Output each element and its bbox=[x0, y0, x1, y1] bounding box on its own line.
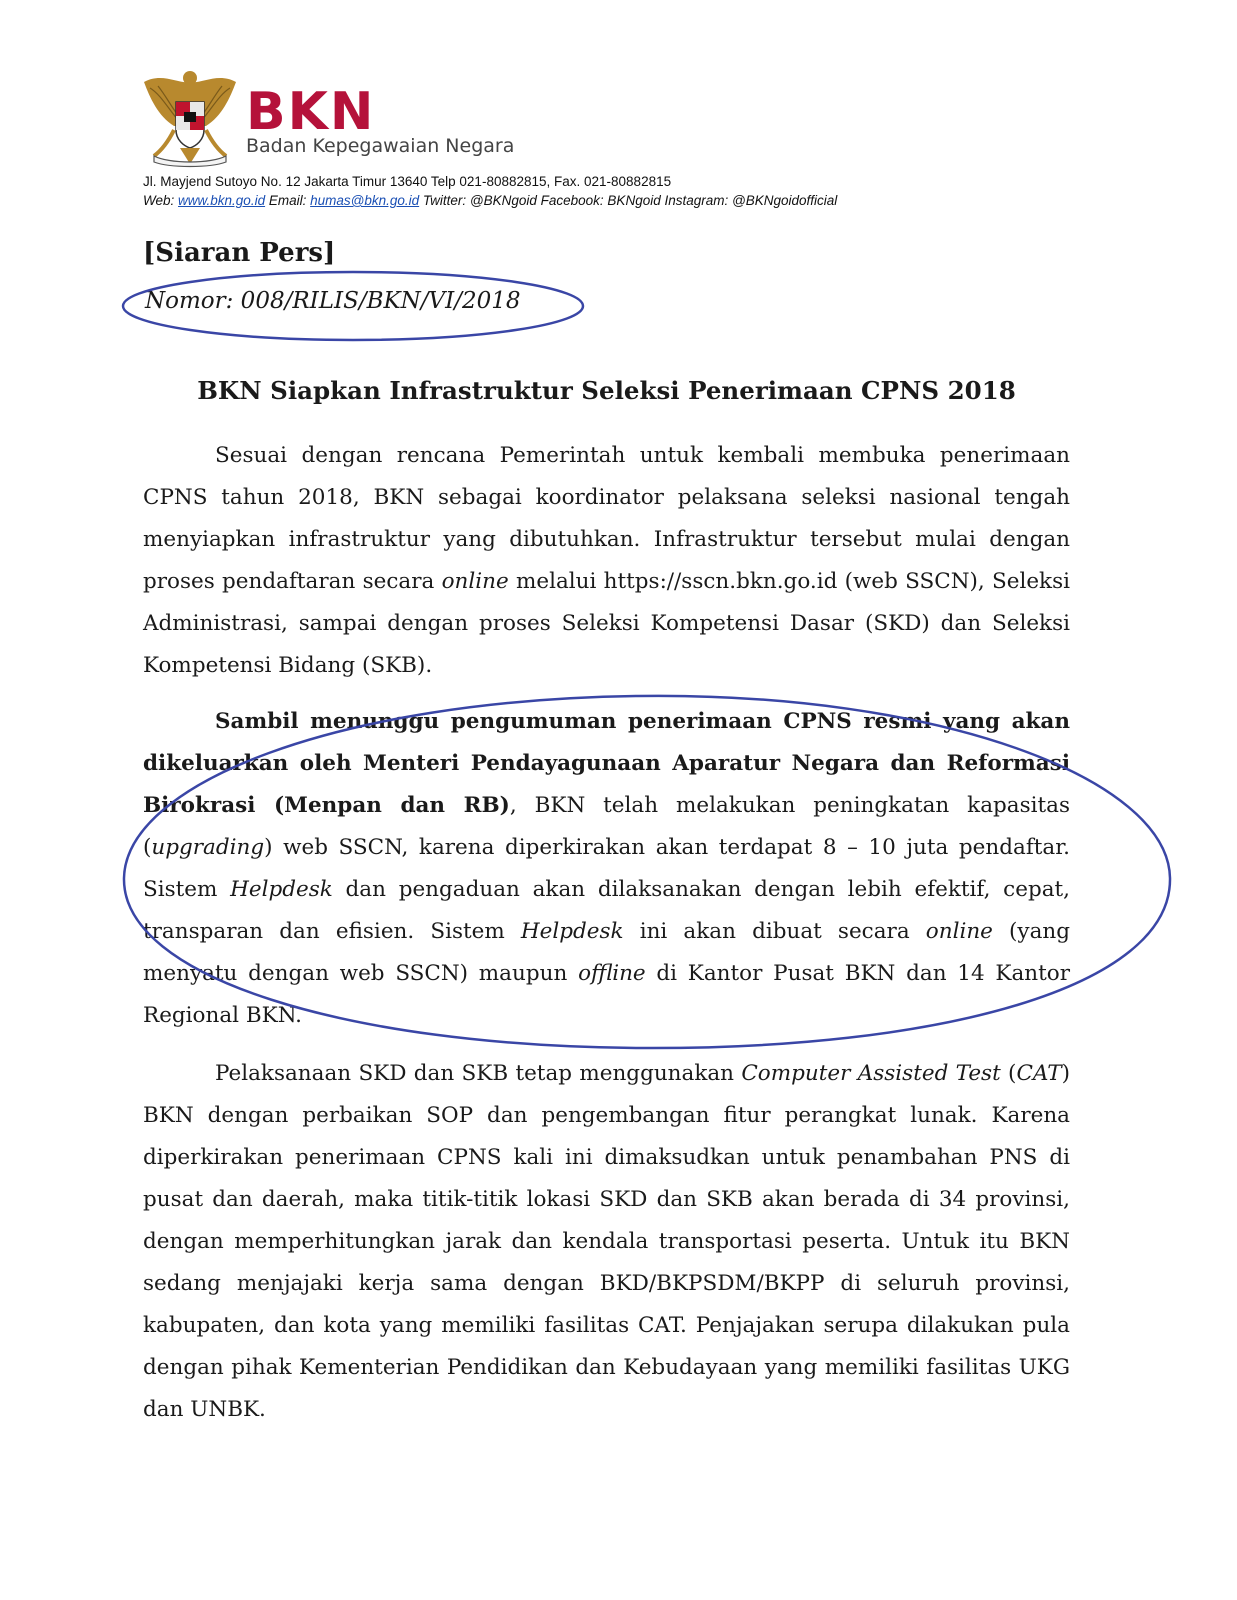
page-title: BKN Siapkan Infrastruktur Seleksi Penerimaan CPNS 2018 bbox=[197, 376, 1016, 405]
paragraph-1: Sesuai dengan rencana Pemerintah untuk kembali membuka penerimaan CPNS tahun 2018, BKN sebagai koordinator pelaksana seleksi nasional tengah menyiapkan infrastruktur yang dibutuhkan. Infrastruktur tersebut mulai dengan proses pendaftaran secara online melalui https://sscn.bkn.go.id (web SSCN), Seleksi Administrasi, sampai dengan proses Seleksi Kompetensi Dasar (SKD) dan Seleksi Kompetensi Bidang (SKB). bbox=[143, 443, 1070, 678]
web-link[interactable]: www.bkn.go.id bbox=[178, 193, 266, 208]
contact-line bbox=[143, 193, 837, 209]
email-label: Email: bbox=[268, 193, 307, 208]
social-handles: Twitter: @BKNgoid Facebook: BKNgoid Instagram: @BKNgoidofficial bbox=[422, 193, 838, 208]
release-type: [Siaran Pers] bbox=[143, 238, 336, 268]
paragraph-2: Sambil menunggu pengumuman penerimaan CPNS resmi yang akan dikeluarkan oleh Menteri Pendayagunaan Aparatur Negara dan Reformasi Birokrasi (Menpan dan RB), BKN telah melakukan peningkatan kapasitas (upgrading) web SSCN, karena diperkirakan akan terdapat 8 – 10 juta pendaftar. Sistem Helpdesk dan pengaduan akan dilaksanakan dengan lebih efektif, cepat, transparan dan efisien. Sistem Helpdesk ini akan dibuat secara online (yang menyatu dengan web SSCN) maupun offline di Kantor Pusat BKN dan 14 Kantor Regional BKN. bbox=[143, 709, 1071, 1028]
web-label: Web: bbox=[143, 193, 175, 208]
address-line: Jl. Mayjend Sutoyo No. 12 Jakarta Timur 13640 Telp 021-80882815, Fax. 021-80882815 bbox=[143, 174, 672, 189]
brand-logo-text: BKN bbox=[246, 82, 376, 142]
paragraph-3: Pelaksanaan SKD dan SKB tetap menggunakan Computer Assisted Test (CAT) BKN dengan perbaikan SOP dan pengembangan fitur perangkat lunak. Karena diperkirakan penerimaan CPNS kali ini dimaksudkan untuk penambahan PNS di pusat dan daerah, maka titik-titik lokasi SKD dan SKB akan berada di 34 provinsi, dengan memperhitungkan jarak dan kendala transportasi peserta. Untuk itu BKN sedang menjajaki kerja sama dengan BKD/BKPSDM/BKPP di seluruh provinsi, kabupaten, dan kota yang memiliki fasilitas CAT. Penjajakan serupa dilakukan pula dengan pihak Kementerian Pendidikan dan Kebudayaan yang memiliki fasilitas UKG dan UNBK. bbox=[143, 1061, 1070, 1422]
garuda-emblem-icon bbox=[140, 68, 240, 170]
release-number: Nomor: 008/RILIS/BKN/VI/2018 bbox=[145, 288, 521, 314]
agency-name: Badan Kepegawaian Negara bbox=[246, 135, 515, 157]
email-link[interactable]: humas@bkn.go.id bbox=[310, 193, 420, 208]
